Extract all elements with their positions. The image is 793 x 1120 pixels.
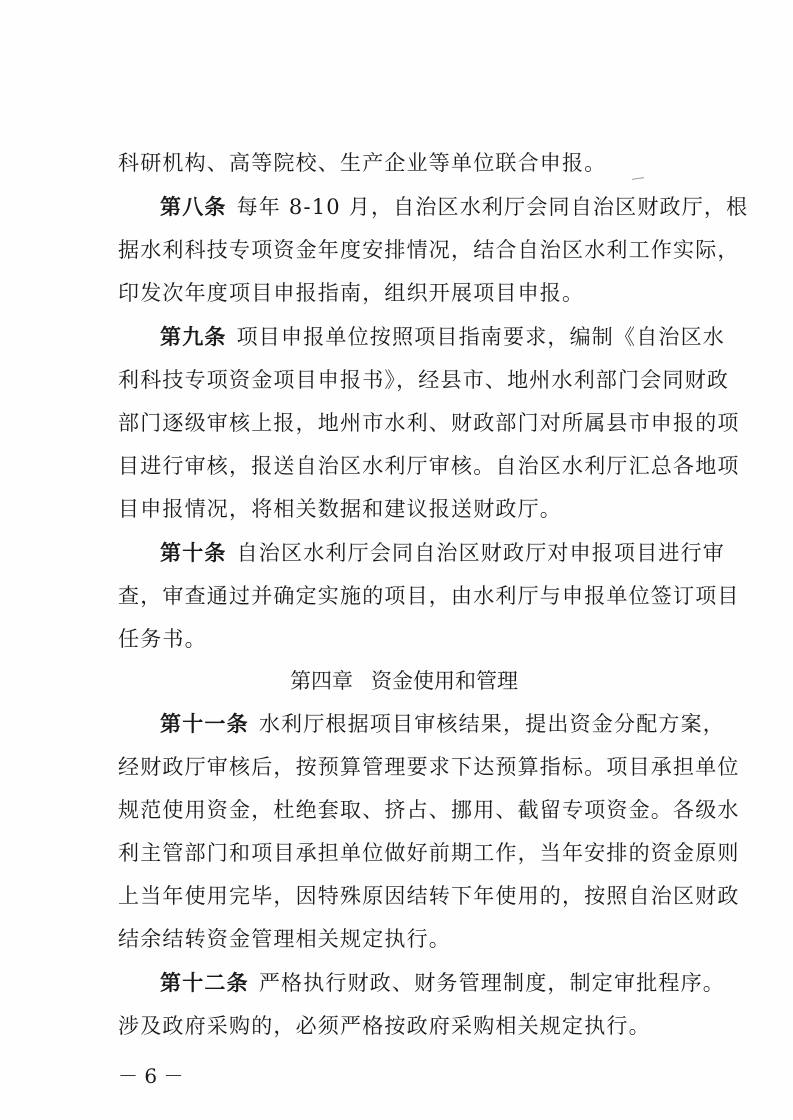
paragraph-line: 印发次年度项目申报指南，组织开展项目申报。 [118,281,585,305]
chapter-heading [290,668,518,694]
paragraph-line: 目申报情况，将相关数据和建议报送财政厅。 [118,497,562,521]
article-10-text: 自治区水利厅会同自治区财政厅对申报项目进行审 [236,541,726,565]
article-8-label: 第八条 [160,194,227,219]
paragraph-line: 据水利科技专项资金年度安排情况，结合自治区水利工作实际， [118,238,740,262]
article-11-line [160,711,725,737]
article-12-label: 第十二条 [160,970,249,995]
article-12-text: 严格执行财政、财务管理制度，制定审批程序。 [258,971,726,995]
article-9-text: 项目申报单位按照项目指南要求，编制《自治区水 [236,325,726,349]
paragraph-line: 查，审查通过并确定实施的项目，由水利厅与申报单位签订项目 [118,584,740,608]
article-9-label: 第九条 [160,324,227,349]
paragraph-line: 任务书。 [118,627,207,651]
article-12-line [160,970,725,996]
paragraph-line: 涉及政府采购的，必须严格按政府采购相关规定执行。 [118,1014,651,1038]
paragraph-line: 利主管部门和项目承担单位做好前期工作，当年安排的资金原则 [118,841,740,865]
scan-speck [632,177,644,180]
article-9-line [160,324,725,350]
article-8-text: 每年 8-10 月，自治区水利厅会同自治区财政厅，根 [236,195,749,219]
article-8-line [160,194,748,220]
article-10-line [160,540,725,566]
page-number: － 6 － [118,1064,184,1088]
chapter-title: 资金使用和管理 [371,669,518,693]
article-11-label: 第十一条 [160,711,249,736]
paragraph-line: 利科技专项资金项目申报书》，经县市、地州水利部门会同财政 [118,368,730,392]
chapter-number: 第四章 [290,669,353,693]
paragraph-line: 规范使用资金，杜绝套取、挤占、挪用、截留专项资金。各级水 [118,798,740,822]
paragraph-line: 上当年使用完毕，因特殊原因结转下年使用的，按照自治区财政 [118,884,740,908]
paragraph-line: 结余结转资金管理相关规定执行。 [118,927,451,951]
paragraph-line: 部门逐级审核上报，地州市水利、财政部门对所属县市申报的项 [118,411,740,435]
paragraph-line: 目进行审核，报送自治区水利厅审核。自治区水利厅汇总各地项 [118,454,740,478]
paragraph-line: 科研机构、高等院校、生产企业等单位联合申报。 [118,151,607,175]
article-10-label: 第十条 [160,540,227,565]
paragraph-line: 经财政厅审核后，按预算管理要求下达预算指标。项目承担单位 [118,755,740,779]
article-11-text: 水利厅根据项目审核结果，提出资金分配方案， [258,712,726,736]
